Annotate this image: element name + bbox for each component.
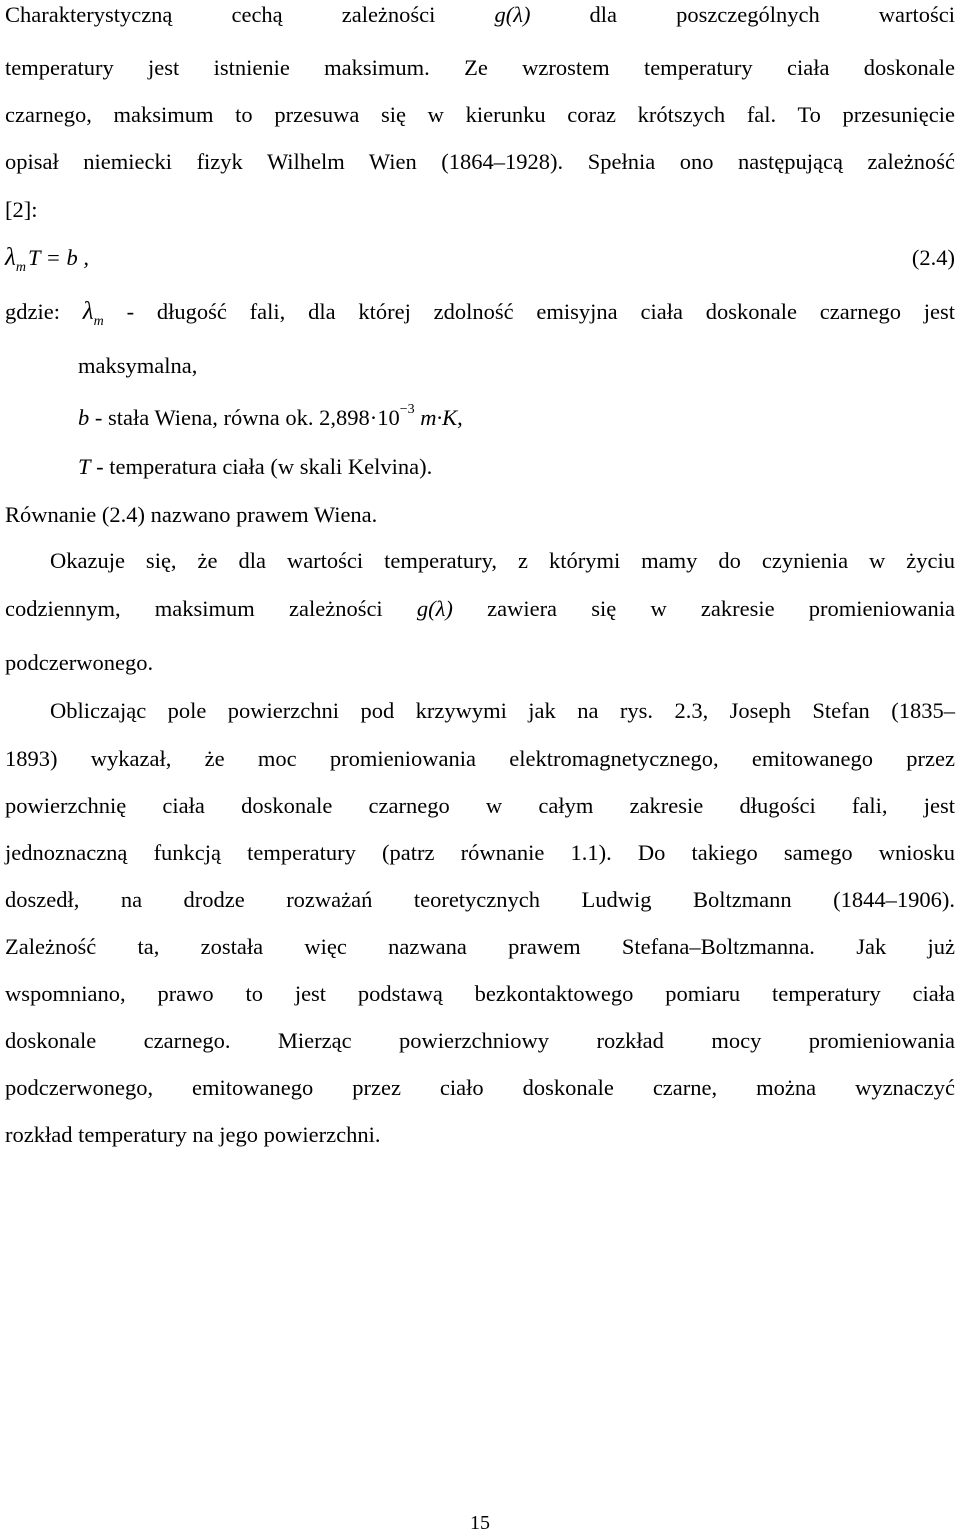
- definition-b-text: - stała Wiena, równa ok.: [94, 405, 314, 430]
- paragraph-2-line-2: [5, 594, 955, 624]
- paragraph-3-line-7: wspomniano, prawo to jest podstawą bezkontaktowego pomiaru temperatury ciała: [5, 981, 955, 1006]
- text-segment: zawiera się w zakresie promieniowania: [487, 596, 956, 621]
- comma: ,: [457, 405, 463, 430]
- subscript-m: m: [93, 314, 104, 329]
- t-symbol: T: [78, 454, 91, 479]
- equation-body: T = b ,: [27, 245, 89, 270]
- definition-lambda-line-1: [5, 297, 955, 331]
- definition-lambda-text: - długość fali, dla której zdolność emisyjna ciała doskonale czarnego jest: [126, 299, 956, 324]
- paragraph-2-line-3: podczerwonego.: [5, 650, 154, 675]
- paragraph-2-line-1: Okazuje się, że dla wartości temperatury, z którymi mamy do czynienia w życiu: [50, 548, 955, 573]
- paragraph-3-line-5: doszedł, na drodze rozważań teoretycznych Ludwig Boltzmann (1844–1906).: [5, 887, 955, 912]
- definition-t-text: - temperatura ciała (w skali Kelvina).: [96, 454, 433, 479]
- page-number: 15: [470, 1512, 490, 1534]
- gdzie-label: gdzie:: [5, 299, 60, 324]
- definition-b: [78, 403, 960, 437]
- paragraph-1-line-5: [2]:: [5, 197, 38, 222]
- paragraph-1-line-3: czarnego, maksimum to przesuwa się w kierunku coraz krótszych fal. To przesunięcie: [5, 102, 955, 127]
- paragraph-3-line-3: powierzchnię ciała doskonale czarnego w całym zakresie długości fali, jest: [5, 793, 955, 818]
- paragraph-3-line-10: rozkład temperatury na jego powierzchni.: [5, 1122, 381, 1147]
- lambda-symbol: λ: [5, 244, 16, 271]
- text-segment: dla poszczególnych wartości: [589, 2, 956, 27]
- paragraph-1-line-4: opisał niemiecki fizyk Wilhelm Wien (1864–1928). Spełnia ono następującą zależność: [5, 149, 955, 174]
- function-g-lambda: g(λ): [416, 596, 453, 621]
- paragraph-3-line-8: doskonale czarnego. Mierząc powierzchniowy rozkład mocy promieniowania: [5, 1028, 955, 1053]
- paragraph-3-line-6: Zależność ta, została więc nazwana prawem Stefana–Boltzmanna. Jak już: [5, 934, 955, 959]
- text-segment: codziennym, maksimum zależności: [5, 596, 383, 621]
- text-segment: Charakterystyczną cechą zależności: [5, 2, 436, 27]
- equation-2-4: [5, 243, 955, 277]
- lambda-symbol: λ: [82, 298, 94, 325]
- paragraph-3-line-9: podczerwonego, emitowanego przez ciało doskonale czarne, można wyznaczyć: [5, 1075, 955, 1100]
- paragraph-3-line-1: Obliczając pole powierzchni pod krzywymi jak na rys. 2.3, Joseph Stefan (1835–: [50, 698, 955, 723]
- exponent: −3: [399, 402, 415, 417]
- b-symbol: b: [78, 405, 90, 430]
- subscript-m: m: [15, 260, 26, 275]
- wien-constant-value: 2,898·10: [319, 405, 400, 430]
- law-name-line: Równanie (2.4) nazwano prawem Wiena.: [5, 502, 378, 527]
- paragraph-3-line-2: 1893) wykazał, że moc promieniowania elektromagnetycznego, emitowanego przez: [5, 746, 955, 771]
- paragraph-1-line-2: temperatury jest istnienie maksimum. Ze wzrostem temperatury ciała doskonale: [5, 55, 955, 80]
- definition-t: [78, 452, 960, 482]
- function-g-lambda: g(λ): [494, 2, 531, 27]
- paragraph-1-line-1: [5, 0, 955, 30]
- definition-lambda-line-2: maksymalna,: [78, 353, 198, 378]
- equation-number: (2.4): [911, 245, 955, 270]
- paragraph-3-line-4: jednoznaczną funkcją temperatury (patrz równanie 1.1). Do takiego samego wniosku: [5, 840, 955, 865]
- unit: m·K: [420, 405, 458, 430]
